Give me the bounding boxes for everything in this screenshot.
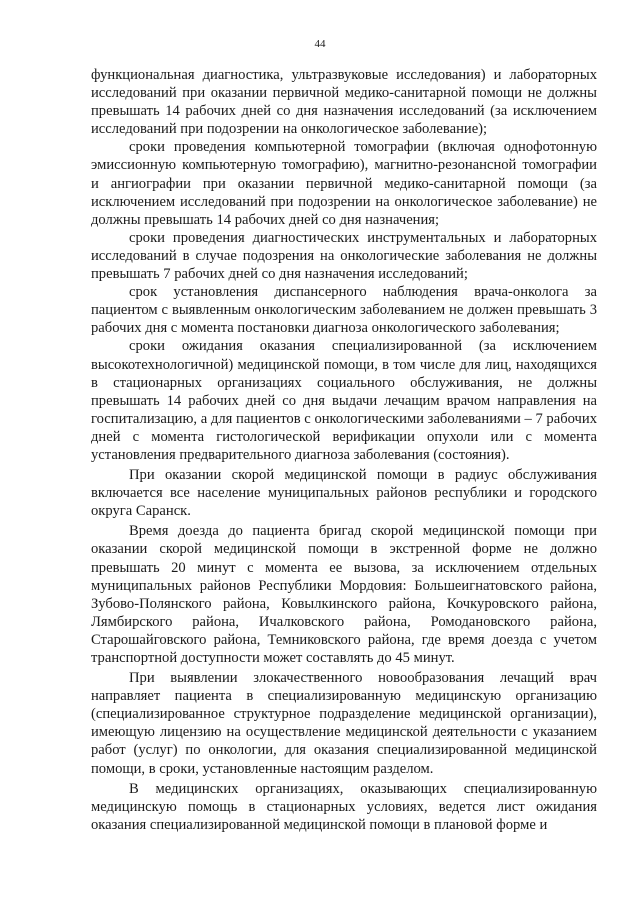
paragraph: срок установления диспансерного наблюдения врача-онколога за пациентом с выявленным онкологическим заболеванием не должен превышать 3 рабочих дня с момента постановки диагноза онкологического заболевания; <box>91 284 597 337</box>
paragraph-continued: функциональная диагностика, ультразвуковые исследования) и лабораторных исследований при оказании первичной медико-санитарной помощи не должны превышать 14 рабочих дней со дня назначения исследований (за исключением исследований при подозрении на онкологическое заболевание); <box>91 67 597 138</box>
document-body <box>91 66 597 834</box>
page-number: 44 <box>314 38 326 50</box>
paragraph: При оказании скорой медицинской помощи в радиус обслуживания включается все население муниципальных районов республики и городского округа Саранск. <box>91 467 597 520</box>
paragraph: сроки ожидания оказания специализированной (за исключением высокотехнологичной) медицинской помощи, в том числе для лиц, находящихся в стационарных организациях социального обслуживания, не должны превышать 14 рабочих дней со дня выдачи лечащим врачом направления на госпитализацию, а для пациентов с онкологическими заболеваниями – 7 рабочих дней с момента гистологической верификации опухоли или с момента установления предварительного диагноза заболевания (состояния). <box>91 338 597 463</box>
paragraph: сроки проведения диагностических инструментальных и лабораторных исследований в случае подозрения на онкологические заболевания не должны превышать 7 рабочих дней со дня назначения исследований; <box>91 229 597 283</box>
paragraph: В медицинских организациях, оказывающих специализированную медицинскую помощь в стационарных условиях, ведется лист ожидания оказания специализированной медицинской помощи в плановой форме и <box>91 780 597 833</box>
paragraph: При выявлении злокачественного новообразования лечащий врач направляет пациента в специализированную медицинскую организацию (специализированное структурное подразделение медицинской организации), имеющую лицензию на осуществление медицинской деятельности с указанием работ (услуг) по онкологии, для оказания специализированной медицинской помощи, в сроки, установленные настоящим разделом. <box>91 670 597 777</box>
paragraph: сроки проведения компьютерной томографии (включая однофотонную эмиссионную компьютерную томографию), магнитно-резонансной томографии и ангиографии при оказании первичной медико-санитарной помощи (за исключением исследований при подозрении на онкологическое заболевание) не должны превышать 14 рабочих дней со дня назначения; <box>91 139 597 228</box>
paragraph: Время доезда до пациента бригад скорой медицинской помощи при оказании скорой медицинской помощи в экстренной форме не должно превышать 20 минут с момента ее вызова, за исключением отдельных муниципальных районов Республики Мордовия: Большеигнатовского района, Зубово-Полянского района, Ковылкинского района, Кочкуровского района, Лямбирского района, Ичалковского района, Ромодановского района, Старошайговского района, Темниковского района, где время доезда с учетом транспортной доступности может составлять до 45 минут. <box>91 523 597 666</box>
